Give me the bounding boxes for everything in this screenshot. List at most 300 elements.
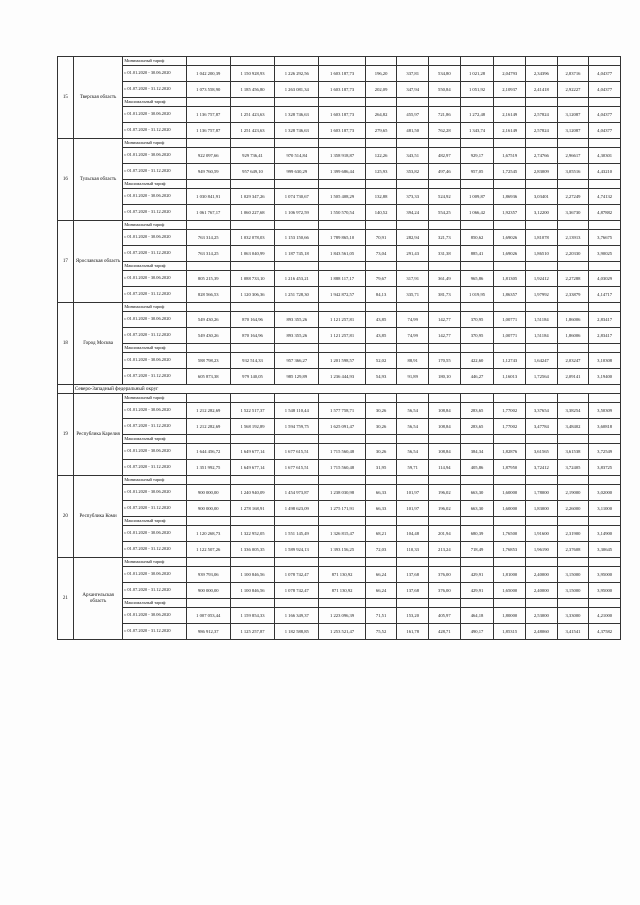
value-cell: 2,33879 <box>557 287 589 303</box>
value-cell: 870 164,96 <box>230 312 274 328</box>
value-cell: 114,94 <box>429 460 461 476</box>
value-cell <box>186 262 230 271</box>
value-cell: 957,05 <box>460 164 494 180</box>
region-name: Город Москва <box>73 303 123 385</box>
value-cell: 3,47784 <box>526 419 558 435</box>
value-cell <box>494 558 526 567</box>
value-cell: 1 251 423,63 <box>230 107 274 123</box>
table-row <box>58 444 621 460</box>
table-row <box>58 180 621 189</box>
value-cell: 490,17 <box>460 624 494 640</box>
value-cell: 140,52 <box>365 205 397 221</box>
value-cell <box>589 139 621 148</box>
value-cell: 376,00 <box>429 567 461 583</box>
value-cell: 680,39 <box>460 526 494 542</box>
region-number: 15 <box>58 57 74 139</box>
value-cell <box>494 221 526 230</box>
value-cell <box>230 303 274 312</box>
value-cell: 161,78 <box>397 624 429 640</box>
period-label: с 01.01.2020 - 30.06.2020 <box>123 230 186 246</box>
value-cell: 30,26 <box>365 444 397 460</box>
value-cell: 2,31900 <box>557 526 589 542</box>
value-cell: 871 130,92 <box>319 583 365 599</box>
value-cell <box>557 180 589 189</box>
value-cell: 4,21000 <box>589 608 621 624</box>
value-cell: 1,92357 <box>494 205 526 221</box>
value-cell <box>429 139 461 148</box>
value-cell: 2,57824 <box>526 107 558 123</box>
value-cell: 1 121 257,81 <box>319 312 365 328</box>
value-cell: 2,03247 <box>557 353 589 369</box>
value-cell: 2,40000 <box>526 567 558 583</box>
value-cell: 3,61565 <box>526 444 558 460</box>
value-cell: 1,76853 <box>494 542 526 558</box>
region-number: 17 <box>58 221 74 303</box>
value-cell <box>557 394 589 403</box>
value-cell: 1 603 187,73 <box>319 107 365 123</box>
table-row <box>58 246 621 262</box>
value-cell: 1 715 560,48 <box>319 444 365 460</box>
value-cell: 1,83000 <box>526 501 558 517</box>
table-row <box>58 353 621 369</box>
value-cell: 384,34 <box>460 444 494 460</box>
value-cell <box>319 180 365 189</box>
value-cell: 1 182 588,85 <box>275 624 319 640</box>
value-cell <box>365 344 397 353</box>
value-cell: 3,76675 <box>589 230 621 246</box>
value-cell <box>397 344 429 353</box>
period-label: с 01.01.2020 - 30.06.2020 <box>123 353 186 369</box>
value-cell: 405,86 <box>460 460 494 476</box>
period-label: Минимальный тариф <box>123 558 186 567</box>
period-label: с 01.07.2020 - 31.12.2020 <box>123 369 186 385</box>
value-cell: 1 007 053,44 <box>186 608 230 624</box>
value-cell <box>460 98 494 107</box>
period-label: с 01.01.2020 - 30.06.2020 <box>123 148 186 164</box>
value-cell: 805 215,39 <box>186 271 230 287</box>
region-number: 19 <box>58 394 74 476</box>
value-cell: 1 060 227,68 <box>230 205 274 221</box>
value-cell: 3,50309 <box>589 403 621 419</box>
value-cell <box>557 262 589 271</box>
value-cell: 4,43210 <box>589 164 621 180</box>
value-cell: 1,76500 <box>494 526 526 542</box>
table-row <box>58 66 621 82</box>
value-cell: 370,95 <box>460 328 494 344</box>
value-cell: 1 061 767,17 <box>186 205 230 221</box>
value-cell <box>319 476 365 485</box>
value-cell: 1 326 815,47 <box>319 526 365 542</box>
value-cell <box>494 57 526 66</box>
value-cell <box>230 394 274 403</box>
value-cell <box>230 476 274 485</box>
value-cell: 3,72405 <box>557 460 589 476</box>
value-cell: 1 120 268,73 <box>186 526 230 542</box>
value-cell <box>460 476 494 485</box>
region-name: Тульская область <box>73 139 123 221</box>
value-cell: 1,77002 <box>494 403 526 419</box>
value-cell: 1 201 598,57 <box>319 353 365 369</box>
value-cell: 1 136 757,87 <box>186 123 230 139</box>
district-header: Северо-Западный федеральный округ <box>73 385 620 394</box>
value-cell <box>275 599 319 608</box>
value-cell: 957 366,27 <box>275 353 319 369</box>
value-cell: 1 328 746,63 <box>275 123 319 139</box>
value-cell <box>319 98 365 107</box>
table-row <box>58 139 621 148</box>
value-cell <box>589 344 621 353</box>
value-cell: 1 351 992,75 <box>186 460 230 476</box>
value-cell <box>557 221 589 230</box>
value-cell: 3,83725 <box>589 460 621 476</box>
period-label: с 01.07.2020 - 31.12.2020 <box>123 501 186 517</box>
value-cell: 30,26 <box>365 403 397 419</box>
period-label: Максимальный тариф <box>123 262 186 271</box>
value-cell: 71,51 <box>365 608 397 624</box>
value-cell: 2,83417 <box>589 312 621 328</box>
value-cell: 1 251 728,30 <box>275 287 319 303</box>
value-cell: 347,94 <box>397 82 429 98</box>
value-cell: 893 355,26 <box>275 312 319 328</box>
value-cell: 1,16013 <box>494 369 526 385</box>
table-row <box>58 608 621 624</box>
value-cell: 1,86006 <box>557 328 589 344</box>
value-cell: 56,54 <box>397 403 429 419</box>
value-cell: 1 032 078,03 <box>230 230 274 246</box>
table-row <box>58 526 621 542</box>
value-cell: 1,00771 <box>494 328 526 344</box>
value-cell: 871 130,92 <box>319 567 365 583</box>
value-cell: 343,51 <box>397 148 429 164</box>
value-cell <box>526 57 558 66</box>
value-cell: 663,30 <box>460 485 494 501</box>
value-cell: 75,52 <box>365 624 397 640</box>
value-cell: 1 136 757,87 <box>186 107 230 123</box>
region-number: 21 <box>58 558 74 640</box>
value-cell: 828 566,53 <box>186 287 230 303</box>
value-cell: 1 120 306,36 <box>230 287 274 303</box>
value-cell <box>460 517 494 526</box>
value-cell: 1,86357 <box>494 287 526 303</box>
table-row <box>58 107 621 123</box>
value-cell <box>397 262 429 271</box>
value-cell <box>429 98 461 107</box>
value-cell: 2,83009 <box>526 164 558 180</box>
value-cell <box>589 303 621 312</box>
region-name: Республика Карелия <box>73 394 123 476</box>
value-cell: 381,73 <box>429 287 461 303</box>
value-cell: 1,69026 <box>494 246 526 262</box>
period-label: с 01.01.2020 - 30.06.2020 <box>123 403 186 419</box>
value-cell: 291,43 <box>397 246 429 262</box>
value-cell: 549 430,26 <box>186 312 230 328</box>
period-label: Максимальный тариф <box>123 517 186 526</box>
region-name: Республика Коми <box>73 476 123 558</box>
period-label: с 01.07.2020 - 31.12.2020 <box>123 205 186 221</box>
value-cell: 1 677 615,51 <box>275 444 319 460</box>
value-cell: 1 454 973,87 <box>275 485 319 501</box>
value-cell <box>589 394 621 403</box>
value-cell <box>460 303 494 312</box>
period-label: Максимальный тариф <box>123 435 186 444</box>
value-cell <box>397 139 429 148</box>
value-cell <box>397 476 429 485</box>
value-cell <box>186 139 230 148</box>
value-cell <box>460 180 494 189</box>
value-cell: 43,85 <box>365 328 397 344</box>
value-cell <box>319 517 365 526</box>
value-cell <box>526 435 558 444</box>
value-cell: 1 649 677,14 <box>230 460 274 476</box>
value-cell: 2,96617 <box>557 148 589 164</box>
value-cell <box>526 98 558 107</box>
value-cell <box>429 599 461 608</box>
value-cell: 196,02 <box>429 485 461 501</box>
value-cell: 1 009,87 <box>460 189 494 205</box>
value-cell: 108,84 <box>429 419 461 435</box>
value-cell: 524,92 <box>429 189 461 205</box>
table-row <box>58 303 621 312</box>
value-cell: 1 019,95 <box>460 287 494 303</box>
period-label: с 01.07.2020 - 31.12.2020 <box>123 460 186 476</box>
value-cell <box>365 476 397 485</box>
value-cell <box>589 98 621 107</box>
value-cell: 3,36730 <box>557 205 589 221</box>
value-cell: 1 125 257,87 <box>230 624 274 640</box>
table-row <box>58 501 621 517</box>
value-cell: 605 873,38 <box>186 369 230 385</box>
value-cell: 1 251 423,63 <box>230 123 274 139</box>
period-label: Минимальный тариф <box>123 394 186 403</box>
value-cell <box>275 476 319 485</box>
value-cell: 3,60818 <box>589 419 621 435</box>
value-cell: 282,94 <box>397 230 429 246</box>
region-name: Ярославская область <box>73 221 123 303</box>
value-cell: 550,84 <box>429 82 461 98</box>
value-cell: 331,38 <box>429 246 461 262</box>
value-cell: 429,91 <box>460 583 494 599</box>
value-cell <box>460 435 494 444</box>
value-cell <box>526 303 558 312</box>
value-cell: 1 100 846,56 <box>230 567 274 583</box>
value-cell: 31,95 <box>365 460 397 476</box>
value-cell <box>429 558 461 567</box>
period-label: с 01.01.2020 - 30.06.2020 <box>123 444 186 460</box>
value-cell: 422,60 <box>460 353 494 369</box>
table-row <box>58 567 621 583</box>
table-row <box>58 344 621 353</box>
value-cell: 1 185 456,80 <box>230 82 274 98</box>
value-cell: 1 122 507,26 <box>186 542 230 558</box>
value-cell: 1 073 558,90 <box>186 82 230 98</box>
value-cell: 1 121 257,81 <box>319 328 365 344</box>
value-cell: 180,10 <box>429 369 461 385</box>
value-cell: 1 649 677,14 <box>230 444 274 460</box>
value-cell <box>319 558 365 567</box>
value-cell <box>275 221 319 230</box>
value-cell: 1,81000 <box>494 567 526 583</box>
value-cell <box>460 262 494 271</box>
value-cell <box>557 139 589 148</box>
value-cell: 1 074 730,67 <box>275 189 319 205</box>
value-cell <box>494 262 526 271</box>
value-cell: 3,61538 <box>557 444 589 460</box>
value-cell: 3,90025 <box>589 246 621 262</box>
value-cell <box>526 262 558 271</box>
value-cell <box>275 344 319 353</box>
value-cell: 1,97992 <box>526 287 558 303</box>
period-label: с 01.01.2020 - 30.06.2020 <box>123 312 186 328</box>
value-cell: 1,72564 <box>526 369 558 385</box>
period-label: Максимальный тариф <box>123 599 186 608</box>
table-row <box>58 403 621 419</box>
value-cell: 1 238 030,98 <box>319 485 365 501</box>
value-cell: 900 000,00 <box>186 501 230 517</box>
value-cell: 428,71 <box>429 624 461 640</box>
value-cell: 1,67519 <box>494 148 526 164</box>
value-cell <box>557 435 589 444</box>
value-cell: 1 715 560,48 <box>319 460 365 476</box>
value-cell <box>275 57 319 66</box>
value-cell: 1 603 187,73 <box>319 66 365 82</box>
table-row <box>58 164 621 180</box>
value-cell: 939 793,06 <box>186 567 230 583</box>
period-label: с 01.01.2020 - 30.06.2020 <box>123 66 186 82</box>
value-cell <box>526 558 558 567</box>
value-cell: 1 275 171,91 <box>319 501 365 517</box>
value-cell: 2,09141 <box>557 369 589 385</box>
value-cell: 1 078 742,47 <box>275 567 319 583</box>
value-cell <box>557 57 589 66</box>
period-label: с 01.01.2020 - 30.06.2020 <box>123 485 186 501</box>
value-cell: 482,97 <box>429 148 461 164</box>
table-row <box>58 485 621 501</box>
value-cell <box>397 98 429 107</box>
table-row <box>58 583 621 599</box>
period-label: с 01.07.2020 - 31.12.2020 <box>123 123 186 139</box>
value-cell: 497,46 <box>429 164 461 180</box>
value-cell: 2,16149 <box>494 123 526 139</box>
value-cell: 1 550 570,54 <box>319 205 365 221</box>
value-cell: 2,13913 <box>557 230 589 246</box>
value-cell: 88,91 <box>397 353 429 369</box>
period-label: с 01.01.2020 - 30.06.2020 <box>123 107 186 123</box>
value-cell <box>557 98 589 107</box>
value-cell <box>230 98 274 107</box>
value-cell: 73,04 <box>365 246 397 262</box>
value-cell: 3,05516 <box>557 164 589 180</box>
value-cell: 1 166 349,37 <box>275 608 319 624</box>
value-cell <box>526 221 558 230</box>
value-cell <box>557 303 589 312</box>
value-cell <box>230 344 274 353</box>
value-cell: 405,97 <box>429 608 461 624</box>
value-cell: 2,26000 <box>557 501 589 517</box>
value-cell: 1 051,92 <box>460 82 494 98</box>
value-cell: 4,04377 <box>589 82 621 98</box>
value-cell <box>365 435 397 444</box>
value-cell: 68,21 <box>365 526 397 542</box>
value-cell <box>186 394 230 403</box>
table-row <box>58 148 621 164</box>
value-cell <box>319 344 365 353</box>
table-row <box>58 599 621 608</box>
value-cell: 3,12087 <box>557 107 589 123</box>
value-cell <box>429 57 461 66</box>
region-name: Тверская область <box>73 57 123 139</box>
value-cell <box>275 262 319 271</box>
value-cell: 1,69026 <box>494 230 526 246</box>
value-cell <box>319 303 365 312</box>
value-cell: 3,14900 <box>589 526 621 542</box>
value-cell: 893 355,26 <box>275 328 319 344</box>
period-label: с 01.07.2020 - 31.12.2020 <box>123 82 186 98</box>
value-cell: 900 000,00 <box>186 583 230 599</box>
value-cell: 3,02000 <box>589 485 621 501</box>
value-cell: 1 063 040,99 <box>230 246 274 262</box>
value-cell <box>429 221 461 230</box>
value-cell <box>429 517 461 526</box>
value-cell <box>589 221 621 230</box>
value-cell: 1 029 347,26 <box>230 189 274 205</box>
value-cell <box>365 558 397 567</box>
value-cell <box>494 599 526 608</box>
value-cell: 549 430,26 <box>186 328 230 344</box>
value-cell: 283,65 <box>460 403 494 419</box>
value-cell: 1 399 686,44 <box>319 164 365 180</box>
value-cell: 1,51184 <box>526 312 558 328</box>
table-row <box>58 205 621 221</box>
value-cell: 1,72545 <box>494 164 526 180</box>
value-cell <box>230 435 274 444</box>
value-cell <box>230 180 274 189</box>
value-cell <box>230 221 274 230</box>
value-cell: 1 078 742,47 <box>275 583 319 599</box>
value-cell: 3,19400 <box>589 369 621 385</box>
value-cell: 142,77 <box>429 328 461 344</box>
value-cell: 361,49 <box>429 271 461 287</box>
value-cell <box>397 558 429 567</box>
value-cell: 663,30 <box>460 501 494 517</box>
value-cell <box>319 394 365 403</box>
value-cell: 3,37654 <box>526 403 558 419</box>
value-cell: 1,64247 <box>526 353 558 369</box>
value-cell <box>397 517 429 526</box>
value-cell <box>319 262 365 271</box>
value-cell: 455,97 <box>397 107 429 123</box>
value-cell: 4,14717 <box>589 287 621 303</box>
value-cell: 1 625 091,47 <box>319 419 365 435</box>
value-cell <box>365 221 397 230</box>
period-label: с 01.01.2020 - 30.06.2020 <box>123 189 186 205</box>
value-cell: 30,26 <box>365 419 397 435</box>
value-cell: 1 322 952,05 <box>230 526 274 542</box>
value-cell: 3,38254 <box>557 403 589 419</box>
value-cell: 56,54 <box>397 444 429 460</box>
value-cell: 54,93 <box>365 369 397 385</box>
value-cell: 1 223 096,39 <box>319 608 365 624</box>
table-row <box>58 476 621 485</box>
value-cell: 721,86 <box>429 107 461 123</box>
value-cell <box>460 57 494 66</box>
value-cell: 1,00771 <box>494 312 526 328</box>
value-cell: 1 942 872,57 <box>319 287 365 303</box>
value-cell: 1 343,74 <box>460 123 494 139</box>
value-cell: 1,85315 <box>494 624 526 640</box>
value-cell <box>494 98 526 107</box>
value-cell: 2,74766 <box>526 148 558 164</box>
value-cell <box>275 435 319 444</box>
